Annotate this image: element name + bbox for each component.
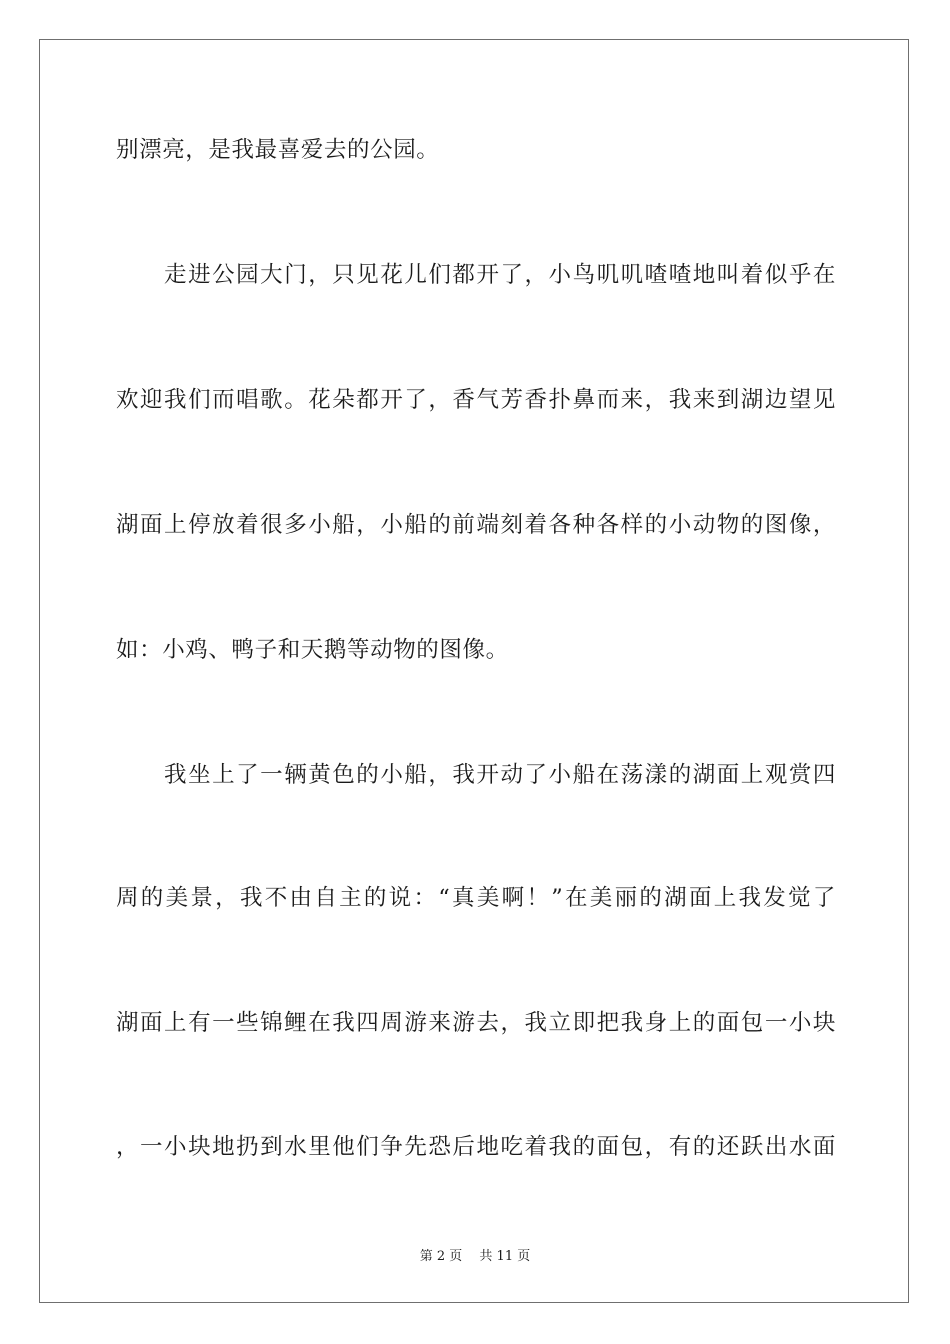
page-footer: 第 2 页 共 11 页 <box>419 1249 531 1264</box>
paragraph-line-8: 湖面上有一些锦鲤在我四周游来游去，我立即把我身上的面包一小块 <box>116 1010 836 1036</box>
paragraph-line-6: 我坐上了一辆黄色的小船，我开动了小船在荡漾的湖面上观赏四 <box>116 762 836 788</box>
paragraph-line-2: 走进公园大门，只见花儿们都开了，小鸟叽叽喳喳地叫着似乎在 <box>116 262 836 288</box>
paragraph-line-7: 周的美景，我不由自主的说：“真美啊！”在美丽的湖面上我发觉了 <box>116 885 836 911</box>
paragraph-line-3: 欢迎我们而唱歌。花朵都开了，香气芳香扑鼻而来，我来到湖边望见 <box>116 387 836 413</box>
paragraph-line-1: 别漂亮，是我最喜爱去的公园。 <box>116 137 440 163</box>
paragraph-line-5: 如：小鸡、鸭子和天鹅等动物的图像。 <box>116 637 509 663</box>
paragraph-line-9: ，一小块地扔到水里他们争先恐后地吃着我的面包，有的还跃出水面 <box>116 1134 836 1160</box>
paragraph-line-4: 湖面上停放着很多小船，小船的前端刻着各种各样的小动物的图像， <box>116 512 836 538</box>
page-border <box>39 39 909 1303</box>
